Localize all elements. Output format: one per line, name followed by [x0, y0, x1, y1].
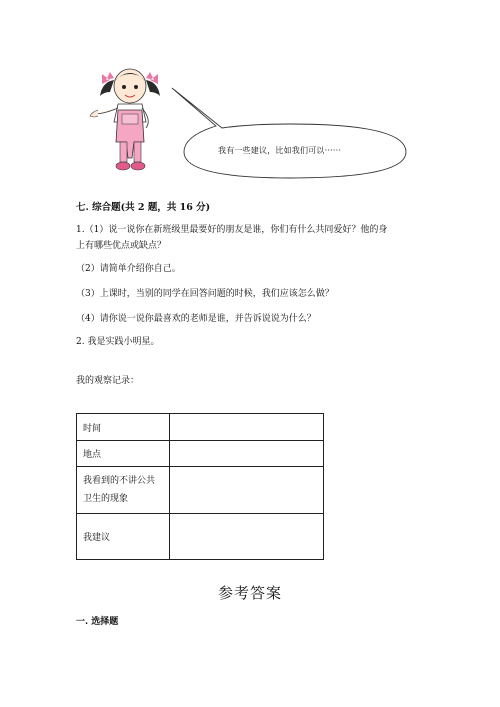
question-1-part-2: （2）请简单介绍你自己。 [76, 264, 181, 274]
section-title: 七. 综合题(共 2 题，共 16 分) [76, 202, 211, 213]
row-value[interactable] [170, 514, 324, 560]
table-row [77, 414, 324, 441]
question-1-line-2: 上有哪些优点或缺点？ [76, 241, 167, 251]
table-row [77, 514, 324, 560]
question-2: 2. 我是实践小明星。 [76, 337, 160, 347]
row-value[interactable] [170, 414, 324, 441]
table-row [77, 467, 324, 514]
question-1-part-4: （4）请你说一说你最喜欢的老师是谁，并告诉说说为什么？ [76, 314, 316, 324]
row-label: 我建议 [77, 514, 170, 560]
bubble-text: 我有一些建议，比如我们可以······ [218, 146, 342, 155]
row-label: 地点 [77, 441, 170, 467]
row-value[interactable] [170, 467, 324, 514]
observation-label: 我的观察记录： [76, 376, 140, 386]
row-label: 时间 [77, 414, 170, 441]
observation-table [76, 413, 324, 560]
question-1-part-3: （3）上课时，当别的同学在回答问题的时候，我们应该怎么做？ [76, 289, 334, 299]
row-value[interactable] [170, 441, 324, 467]
speech-bubble [160, 82, 410, 182]
answer-title: 参考答案 [217, 584, 282, 602]
row-label: 我看到的不讲公共 卫生的现象 [77, 467, 170, 514]
answer-section-title: 一. 选择题 [76, 617, 119, 627]
table-row [77, 441, 324, 467]
question-1-line-1: 1.（1）说一说你在新班级里最要好的朋友是谁，你们有什么共同爱好？他的身 [76, 225, 388, 235]
